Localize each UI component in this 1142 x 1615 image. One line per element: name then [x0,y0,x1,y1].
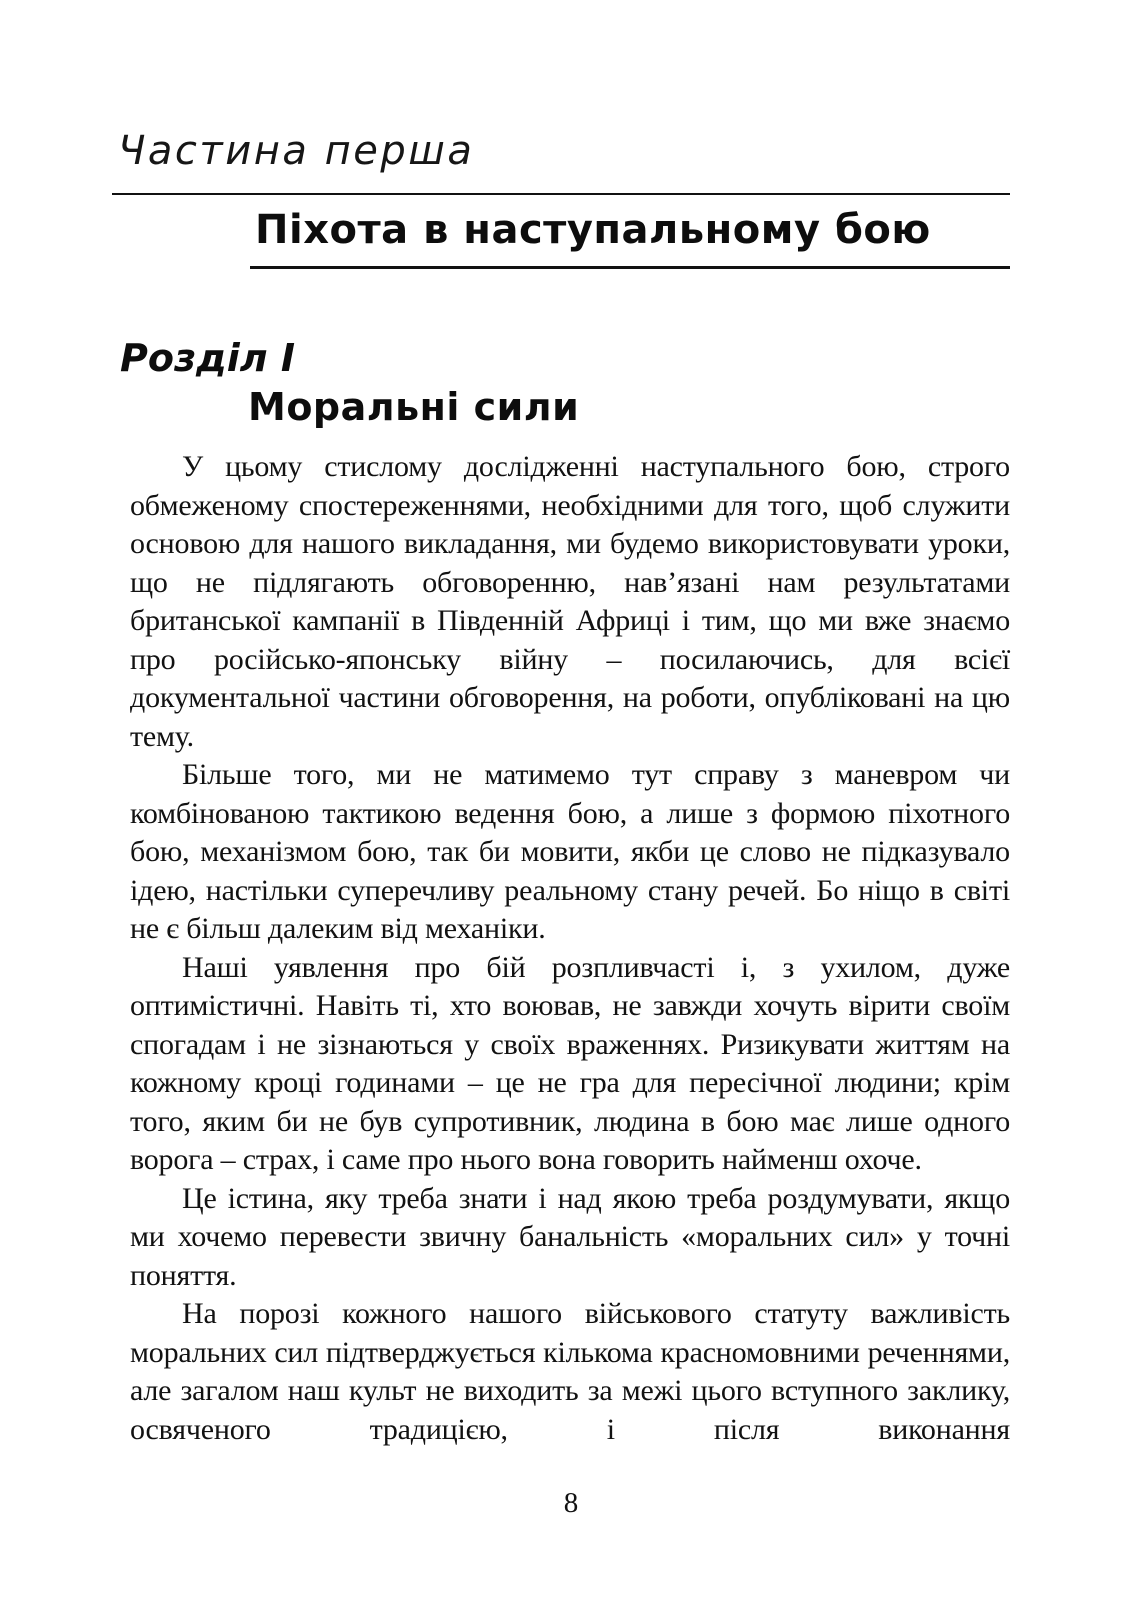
body-paragraph: Наші уявлення про бій розпливчасті і, з ухилом, дуже оптимістичні. Навіть ті, хто воював, не завжди хочуть вірити своїм спогадам і не зізнаються у своїх враженнях. Ризикувати життям на кожному кроці годинами – це не гра для пересічної людини; крім того, яким би не був супротивник, людина в бою має лише одного ворога – страх, і саме про нього вона говорить найменш охоче. [130,950,1010,1176]
part-title: Піхота в наступальному бою [255,207,931,253]
part-label: Частина перша [118,128,475,174]
chapter-title: Моральні сили [248,385,580,429]
part-divider-line [112,193,1010,195]
body-paragraph: На порозі кожного нашого військового статуту важливість моральних сил підтверджується кількома красномовними реченнями, але загалом наш культ не виходить за межі цього вступного заклику, освяченого традицією, і після виконання [130,1297,1010,1446]
chapter-label: Розділ I [120,336,295,380]
title-divider-line [250,266,1010,269]
body-paragraph: У цьому стислому дослідженні наступального бою, строго обмеженому спостереженнями, необхідними для того, щоб служити основою для нашого викладання, ми будемо використовувати уроки, що не підлягають обговоренню, нав’язані нам результатами британської кампанії в Південній Африці і тим, що ми вже знаємо про російсько-японську війну – посилаючись, для всієї документальної частини обговорення, на роботи, опубліковані на цю тему. [130,450,1010,753]
body-text [130,448,1010,1449]
page-number: 8 [563,1487,579,1519]
body-paragraph: Це істина, яку треба знати і над якою треба роздумувати, якщо ми хочемо перевести звичну банальність «моральних сил» у точні поняття. [130,1181,1010,1292]
body-paragraph: Більше того, ми не матимемо тут справу з маневром чи комбінованою тактикою ведення бою, а лише з формою піхотного бою, механізмом бою, так би мовити, якби це слово не підказувало ідею, настільки суперечливу реальному стану речей. Бо ніщо в світі не є більш далеким від механіки. [130,758,1010,945]
